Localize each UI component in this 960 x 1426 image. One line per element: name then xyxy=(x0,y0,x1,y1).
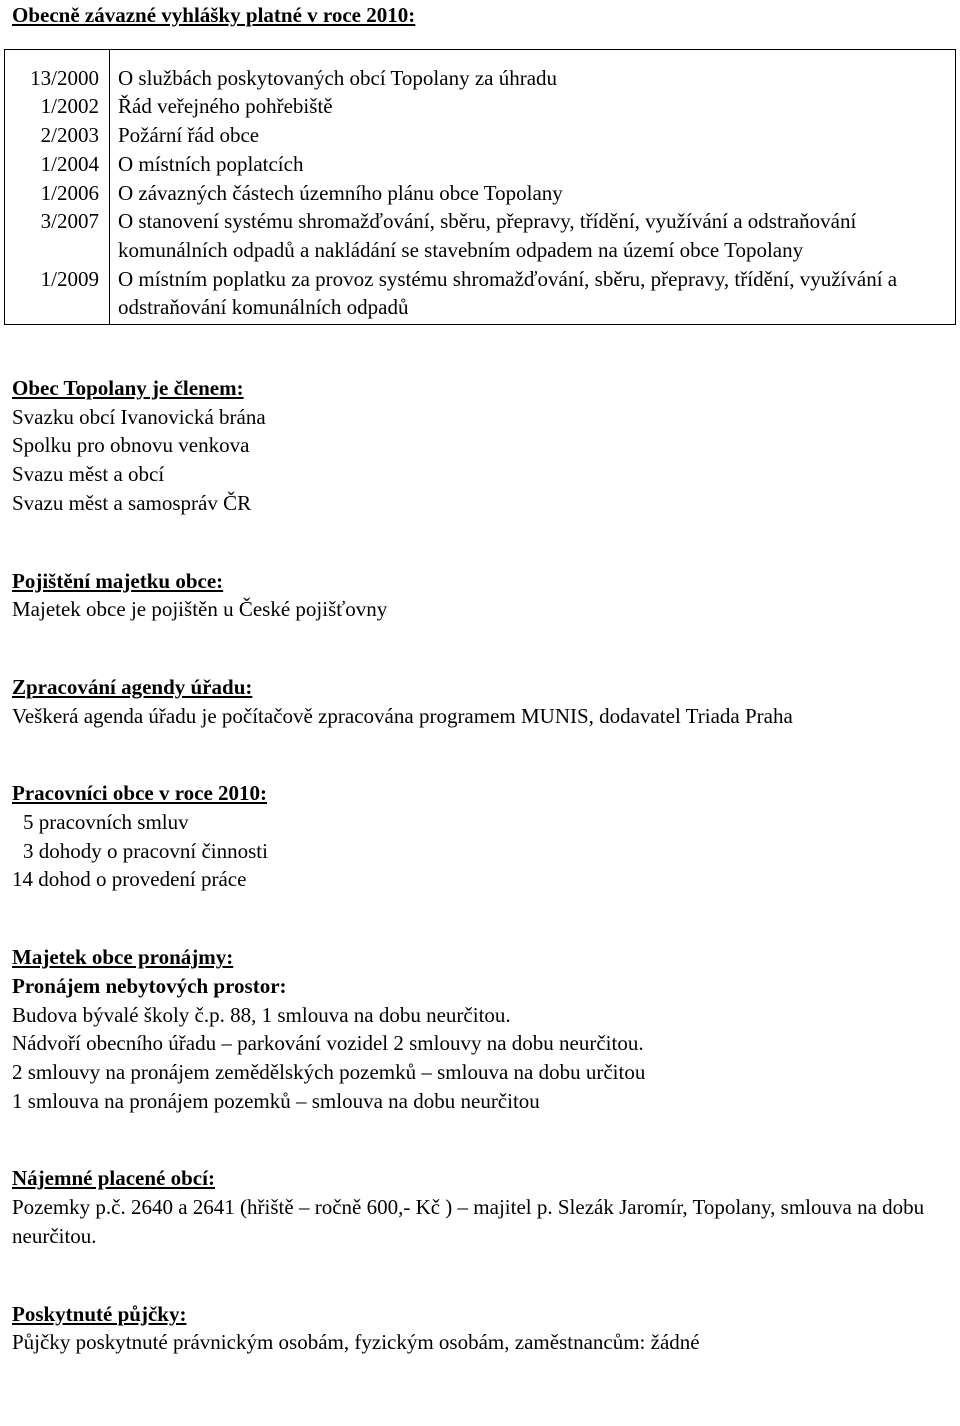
table-row xyxy=(5,207,956,264)
rent-paid-section xyxy=(12,1164,948,1250)
ordinance-number: 13/2000 xyxy=(5,49,110,92)
staff-item: 5 pracovních smluv xyxy=(23,810,189,835)
membership-item: Spolku pro obnovu venkova xyxy=(12,433,250,458)
table-row xyxy=(5,150,956,179)
ordinance-name: O stanovení systému shromažďování, sběru, přepravy, třídění, využívání a odstraňování komunálních odpadů a nakládání se stavebním odpadem na území obce Topolany xyxy=(110,207,956,264)
table-row xyxy=(5,265,956,325)
table-row xyxy=(5,49,956,92)
staff-section xyxy=(12,779,948,894)
lease-item: 1 smlouva na pronájem pozemků – smlouva na dobu neurčitou xyxy=(12,1088,540,1113)
ordinance-name: Řád veřejného pohřebiště xyxy=(110,92,956,121)
page-title: Obecně závazné vyhlášky platné v roce 2010: xyxy=(12,3,416,27)
membership-item: Svazu měst a obcí xyxy=(12,462,165,487)
rent-paid-heading: Nájemné placené obcí: xyxy=(12,1166,215,1191)
membership-item: Svazu měst a samospráv ČR xyxy=(12,490,252,515)
lease-item: Nádvoří obecního úřadu – parkování vozidel 2 smlouvy na dobu neurčitou. xyxy=(12,1031,644,1056)
loans-section xyxy=(12,1300,948,1357)
table-row xyxy=(5,92,956,121)
ordinance-number: 1/2009 xyxy=(5,265,110,325)
ordinance-name: Požární řád obce xyxy=(110,121,956,150)
staff-item: 14 dohod o provedení práce xyxy=(12,867,247,892)
leases-heading: Majetek obce pronájmy: xyxy=(12,945,234,970)
agenda-text: Veškerá agenda úřadu je počítačově zpracována programem MUNIS, dodavatel Triada Praha xyxy=(12,703,793,728)
ordinance-number: 2/2003 xyxy=(5,121,110,150)
table-row xyxy=(5,179,956,208)
insurance-text: Majetek obce je pojištěn u České pojišťovny xyxy=(12,597,388,622)
ordinances-table xyxy=(4,49,956,325)
membership-heading: Obec Topolany je členem: xyxy=(12,376,244,401)
insurance-heading: Pojištění majetku obce: xyxy=(12,568,224,593)
rent-paid-text: Pozemky p.č. 2640 a 2641 (hřiště – ročně 600,- Kč ) – majitel p. Slezák Jaromír, Topolany, smlouva na dobu neurčitou. xyxy=(12,1195,925,1248)
membership-section xyxy=(12,374,948,518)
table-row xyxy=(5,121,956,150)
leases-subheading: Pronájem nebytových prostor: xyxy=(12,973,287,998)
membership-item: Svazku obcí Ivanovická brána xyxy=(12,404,266,429)
lease-item: Budova bývalé školy č.p. 88, 1 smlouva na dobu neurčitou. xyxy=(12,1002,511,1027)
ordinance-number: 1/2002 xyxy=(5,92,110,121)
lease-item: 2 smlouvy na pronájem zemědělských pozemků – smlouva na dobu určitou xyxy=(12,1059,646,1084)
loans-heading: Poskytnuté půjčky: xyxy=(12,1301,187,1326)
staff-heading: Pracovníci obce v roce 2010: xyxy=(12,781,268,806)
ordinance-name: O místním poplatku za provoz systému shromažďování, sběru, přepravy, třídění, využívání a odstraňování komunálních odpadů xyxy=(110,265,956,325)
leases-section xyxy=(12,943,948,1115)
staff-item: 3 dohody o pracovní činnosti xyxy=(23,838,268,863)
ordinance-number: 3/2007 xyxy=(5,207,110,264)
ordinance-name: O místních poplatcích xyxy=(110,150,956,179)
agenda-section xyxy=(12,673,948,730)
loans-text: Půjčky poskytnuté právnickým osobám, fyzickým osobám, zaměstnancům: žádné xyxy=(12,1330,700,1355)
ordinance-number: 1/2006 xyxy=(5,179,110,208)
ordinance-name: O službách poskytovaných obcí Topolany za úhradu xyxy=(110,49,956,92)
agenda-heading: Zpracování agendy úřadu: xyxy=(12,674,253,699)
ordinance-name: O závazných částech územního plánu obce Topolany xyxy=(110,179,956,208)
insurance-section xyxy=(12,567,948,624)
ordinance-number: 1/2004 xyxy=(5,150,110,179)
